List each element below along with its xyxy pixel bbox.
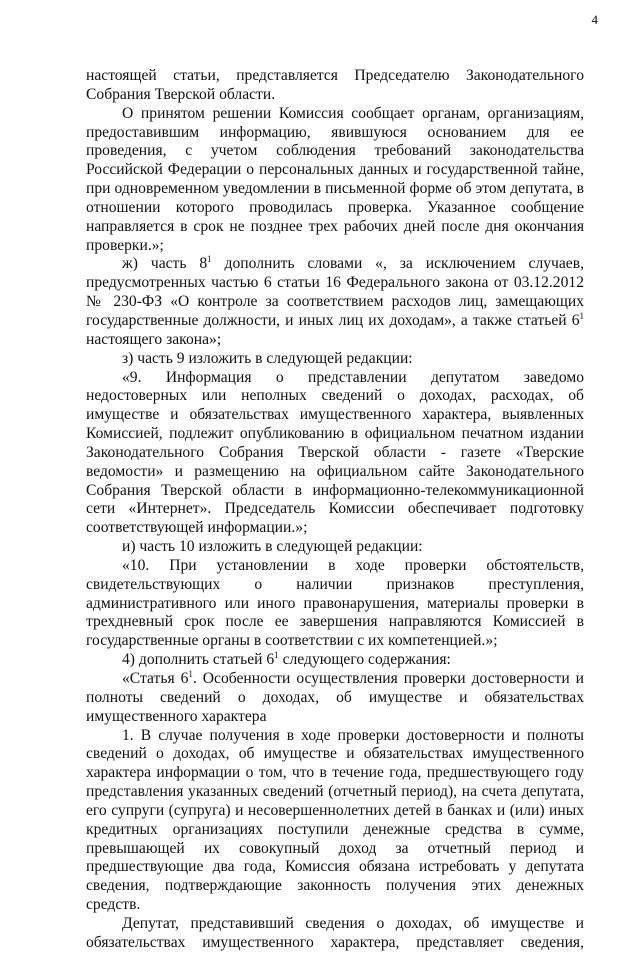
paragraph-item-z: з) часть 9 изложить в следующей редакции: [122,349,413,367]
document-body [86,67,584,953]
paragraph-article-part-1: 1. В случае получения в ходе проверки достоверности и полноты сведений о доходах, об имуществе и обязательствах имущественного характера информации о том, что в течение года, предшествующего году представления указанных сведений (отчетный период), на счета депутата, его супруги (супруга) и несовершеннолетних детей в банках и (или) иных кредитных организациях поступили денежные средства в сумме, превышающей их совокупный доход за отчетный период и предшествующие два года, Комиссия обязана истребовать у депутата сведения, подтверждающие законность получения этих денежных средств. [86,726,584,914]
paragraph-deputy-info: Депутат, представивший сведения о доходах, об имуществе и обязательствах имущественного характера, представляет сведения, [86,914,584,951]
paragraph-article-title: «Статья $6^1$. Особенности осуществления проверки достоверности и полноты сведений о доходах, об имуществе и обязательствах имущественного характера [86,669,584,725]
paragraph-item-i: и) часть 10 изложить в следующей редакции: [122,538,423,556]
paragraph-part-9: «9. Информация о представлении депутатом заведомо недостоверных или неполных сведений о доходах, расходах, об имуществе и обязательствах имущественного характера, выявленных Комиссией, подлежит опубликованию в официальном печатном издании Законодательного Собрания Тверской области - газете «Тверские ведомости» и размещению на официальном сайте Законодательного Собрания Тверской области в информационно-телекоммуникационной сети «Интернет». Председатель Комиссии обеспечивает подготовку соответствующей информации.»; [86,368,584,537]
paragraph-commission-decision: О принятом решении Комиссия сообщает органам, организациям, предоставившим информацию, явившуюся основанием для ее проведения, с учетом соблюдения требований законодательства Российской Федерации о персональных данных и государственной тайне, при одновременном уведомлении в письменной форме об этом депутата, в отношении которого проводилась проверка. Указанное сообщение направляется в срок не позднее трех рабочих дней после дня окончания проверки.»; [86,104,584,254]
page-number: 4 [591,12,598,27]
paragraph-item-4: 4) дополнить статьей $6^1$ следующего содержания: [122,650,451,669]
paragraph-part-10: «10. При установлении в ходе проверки обстоятельств, свидетельствующих о наличии признаков преступления, административного или иного правонарушения, материалы проверки в трехдневный срок после ее завершения направляются Комиссией в государственные органы в соответствии с их компетенцией.»; [86,556,584,650]
paragraph-item-zh: ж) часть $8^1$ дополнить словами «, за исключением случаев, предусмотренных частью 6 статьи 16 Федерального закона от 03.12.2012 № 230-ФЗ «О контроле за соответствием расходов лиц, замещающих государственные должности, и иных лиц их доходам», а также статьей $6^1$ настоящего закона»; [86,254,584,348]
paragraph-continuation: настоящей статьи, представляется Председателю Законодательного Собрания Тверской области. [86,67,584,103]
